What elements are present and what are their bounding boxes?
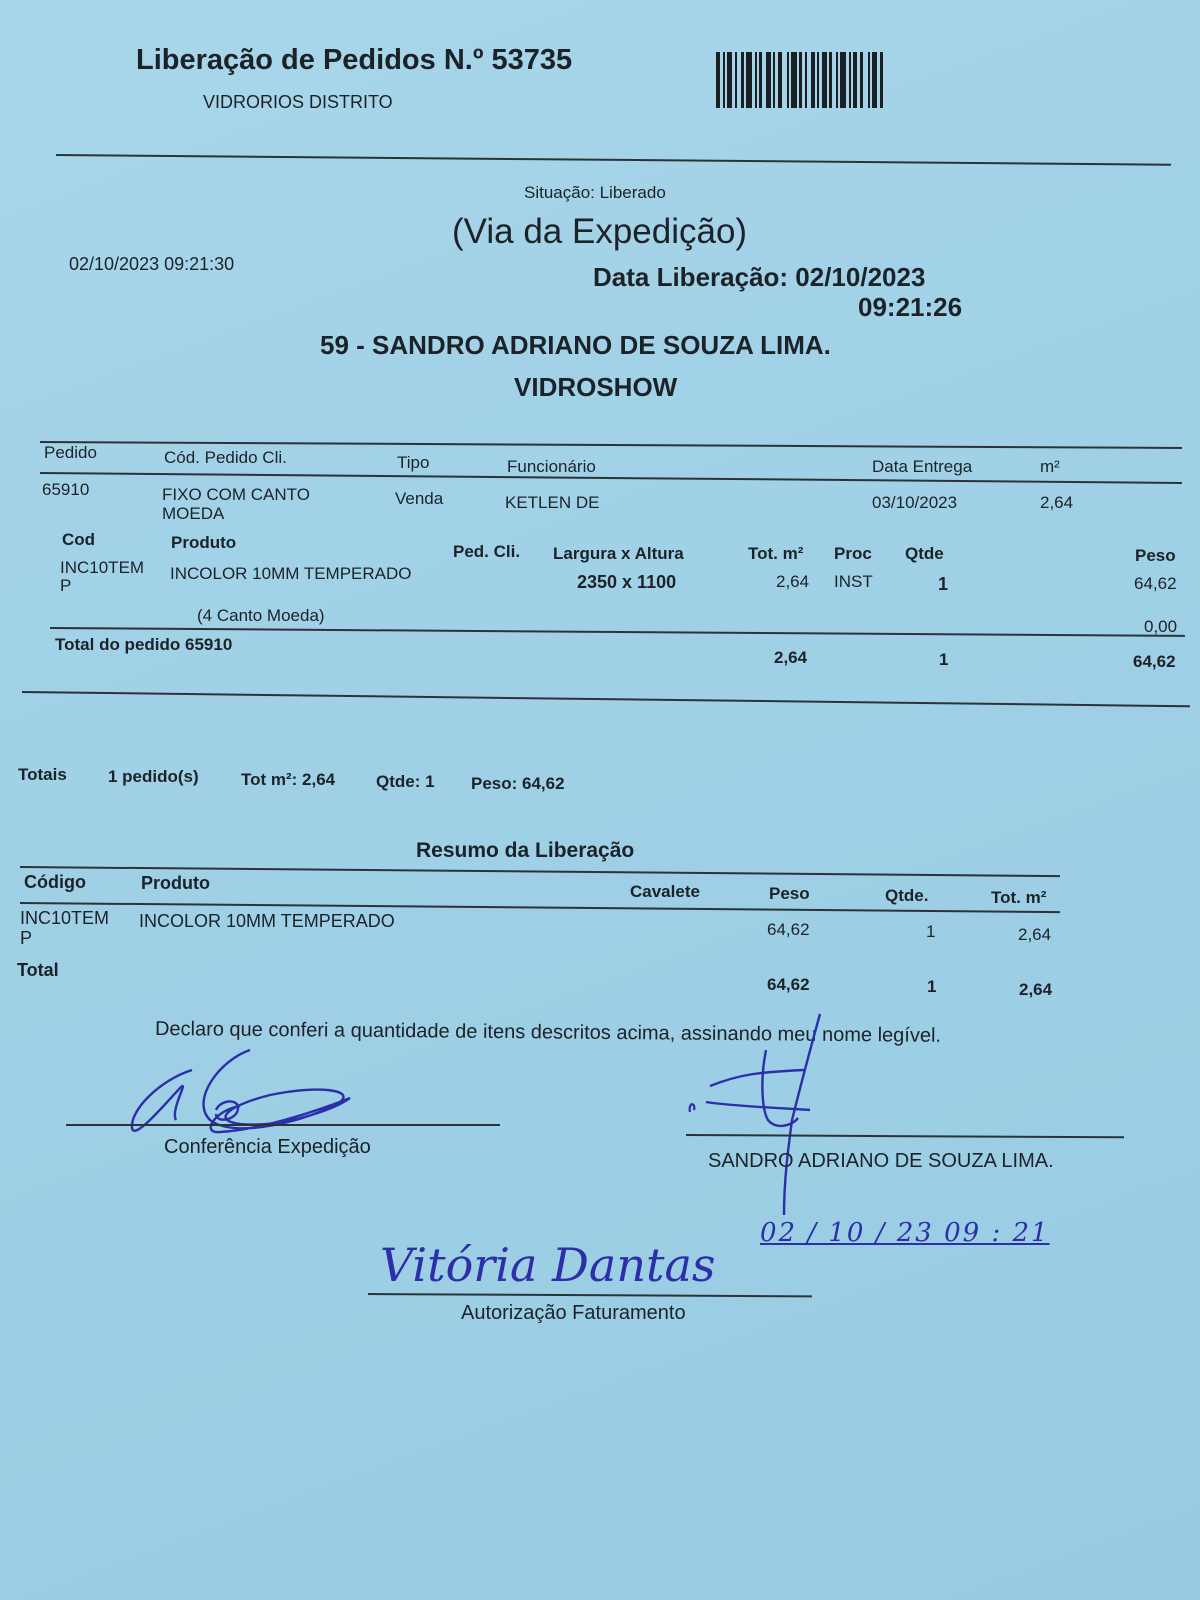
item-tot-m2: 2,64 [776, 572, 810, 591]
release-date: Data Liberação: 02/10/2023 [593, 262, 926, 292]
summary-header-produto: Produto [141, 873, 210, 893]
summary-header-cavalete: Cavalete [630, 882, 700, 901]
client-store: VIDROSHOW [514, 372, 678, 402]
item-dimensions: 2350 x 1100 [577, 572, 677, 592]
order-table-bottom-line [22, 691, 1190, 707]
order-pedido: 65910 [42, 480, 90, 499]
order-total-qtde: 1 [939, 650, 949, 669]
summary-total-tot-m2: 2,64 [1019, 980, 1053, 999]
client-signature [680, 1010, 850, 1230]
barcode [716, 52, 912, 108]
conferencia-signature-line [66, 1124, 500, 1126]
item-header-cod: Cod [62, 530, 96, 549]
totals-pedidos: 1 pedido(s) [108, 767, 199, 786]
conferencia-label: Conferência Expedição [164, 1136, 371, 1158]
order-cod-cli-line1: FIXO COM CANTO [162, 485, 310, 504]
summary-peso: 64,62 [767, 920, 810, 939]
summary-header-codigo: Código [24, 872, 86, 892]
item-peso: 64,62 [1134, 574, 1177, 593]
release-time: 09:21:26 [858, 292, 963, 322]
summary-codigo-line1: INC10TEM [20, 908, 110, 928]
item-header-produto: Produto [171, 533, 237, 552]
item-header-proc: Proc [834, 544, 872, 563]
item-header-tot-m2: Tot. m² [748, 544, 804, 563]
summary-total-peso: 64,62 [767, 975, 810, 994]
totals-peso: Peso: 64,62 [471, 774, 565, 793]
item-note-peso: 0,00 [1144, 617, 1178, 636]
copy-label: (Via da Expedição) [452, 212, 748, 251]
status-text: Situação: Liberado [524, 183, 666, 202]
col-header-data-entrega: Data Entrega [872, 457, 973, 476]
summary-produto: INCOLOR 10MM TEMPERADO [139, 911, 395, 931]
col-header-tipo: Tipo [397, 453, 430, 472]
order-data-entrega: 03/10/2023 [872, 493, 958, 512]
summary-codigo-line2: P [20, 928, 33, 948]
summary-header-tot-m2: Tot. m² [991, 888, 1047, 907]
page-title: Liberação de Pedidos N.º 53735 [136, 44, 573, 76]
summary-tot-m2: 2,64 [1018, 925, 1052, 944]
col-header-m2: m² [1040, 457, 1060, 476]
order-tipo: Venda [395, 489, 444, 508]
declaration-text: Declaro que conferi a quantidade de itens descritos acima, assinando meu nome legível. [154, 1018, 942, 1047]
item-note: (4 Canto Moeda) [197, 606, 325, 625]
client-name: 59 - SANDRO ADRIANO DE SOUZA LIMA. [320, 330, 831, 360]
totals-label: Totais [18, 765, 67, 784]
handwritten-date: 02 / 10 / 23 09 : 21 [760, 1218, 1050, 1248]
item-proc: INST [834, 572, 873, 591]
item-produto: INCOLOR 10MM TEMPERADO [170, 564, 412, 583]
col-header-pedido: Pedido [44, 443, 97, 462]
header-divider [56, 154, 1171, 166]
order-total-label: Total do pedido 65910 [55, 635, 233, 654]
summary-header-peso: Peso [769, 884, 810, 903]
faturamento-signature-line [368, 1293, 812, 1297]
order-header-line [40, 472, 1182, 484]
item-header-qtde: Qtde [905, 544, 944, 563]
summary-total-qtde: 1 [927, 977, 937, 996]
order-total-peso: 64,62 [1133, 652, 1176, 671]
totals-qtde: Qtde: 1 [376, 772, 435, 791]
item-qtde: 1 [938, 574, 949, 594]
col-header-funcionario: Funcionário [507, 457, 596, 476]
summary-title: Resumo da Liberação [416, 839, 635, 862]
order-cod-cli-line2: MOEDA [162, 504, 225, 523]
order-total-m2: 2,64 [774, 648, 808, 667]
item-header-ped-cli: Ped. Cli. [453, 542, 521, 561]
summary-header-qtde: Qtde. [885, 886, 929, 905]
faturamento-signature: Vitória Dantas [380, 1238, 716, 1292]
company-name: VIDRORIOS DISTRITO [203, 92, 393, 112]
summary-total-label: Total [17, 960, 59, 980]
client-signature-label: SANDRO ADRIANO DE SOUZA LIMA. [708, 1150, 1054, 1172]
item-header-peso: Peso [1135, 546, 1176, 565]
order-m2: 2,64 [1040, 493, 1074, 512]
item-cod-line2: P [60, 576, 72, 595]
summary-qtde: 1 [926, 922, 936, 941]
order-funcionario: KETLEN DE [505, 493, 600, 512]
totals-tot-m2: Tot m²: 2,64 [241, 770, 336, 789]
faturamento-label: Autorização Faturamento [461, 1302, 686, 1324]
item-header-largura-altura: Largura x Altura [553, 544, 684, 563]
item-cod-line1: INC10TEM [60, 558, 145, 577]
conferencia-signature [120, 1040, 360, 1150]
col-header-cod-pedido-cli: Cód. Pedido Cli. [164, 448, 287, 467]
print-timestamp: 02/10/2023 09:21:30 [69, 254, 235, 274]
